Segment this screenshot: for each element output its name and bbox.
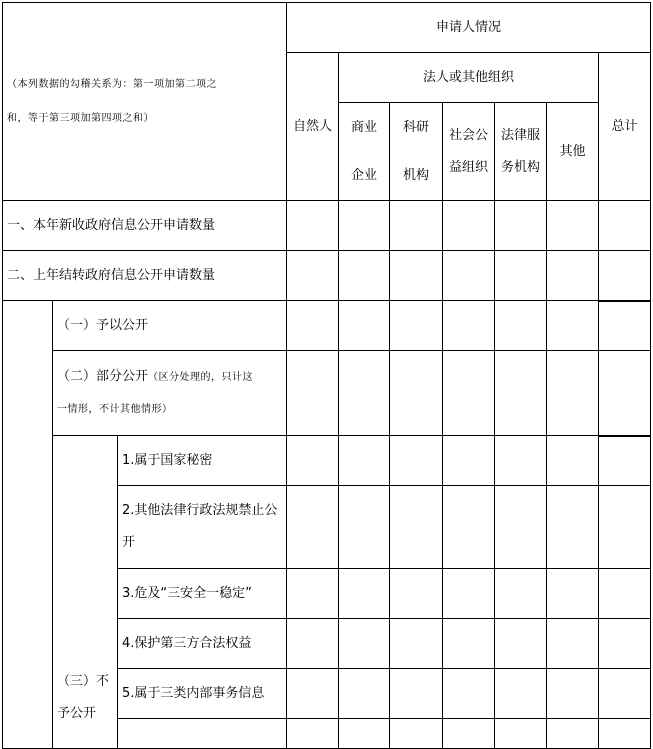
table-cell[interactable] xyxy=(287,669,339,719)
table-cell[interactable] xyxy=(547,251,599,301)
table-cell[interactable] xyxy=(495,569,547,619)
natural-person-header: 自然人 xyxy=(287,53,339,201)
table-cell[interactable] xyxy=(495,436,547,486)
table-cell[interactable] xyxy=(547,351,599,436)
table-cell[interactable] xyxy=(339,619,390,669)
commercial-line-1: 商业 xyxy=(350,119,377,135)
partial-disclose-title: （二）部分公开 xyxy=(57,368,149,384)
other-header: 其他 xyxy=(547,103,599,201)
carried-over-label: 二、上年结转政府信息公开申请数量 xyxy=(3,251,287,301)
table-cell[interactable] xyxy=(390,486,443,569)
table-cell[interactable] xyxy=(599,619,651,669)
table-cell[interactable] xyxy=(287,619,339,669)
table-cell[interactable] xyxy=(547,719,599,749)
table-cell[interactable] xyxy=(547,619,599,669)
table-cell[interactable] xyxy=(599,301,651,351)
table-cell[interactable] xyxy=(599,201,651,251)
information-disclosure-statistics-table xyxy=(2,2,651,749)
social-welfare-org-header xyxy=(443,103,495,201)
table-cell[interactable] xyxy=(390,351,443,436)
table-cell[interactable] xyxy=(495,719,547,749)
table-cell[interactable] xyxy=(287,251,339,301)
table-cell[interactable] xyxy=(599,436,651,486)
law-prohibit-line-1: 2.其他法律行政法规禁止公 xyxy=(122,503,278,518)
table-cell[interactable] xyxy=(443,619,495,669)
table-cell[interactable] xyxy=(495,619,547,669)
table-cell[interactable] xyxy=(339,251,390,301)
research-institution-header xyxy=(390,103,443,201)
new-applications-label: 一、本年新收政府信息公开申请数量 xyxy=(3,201,287,251)
table-cell[interactable] xyxy=(547,436,599,486)
section-three-column xyxy=(3,301,53,749)
table-cell[interactable] xyxy=(443,201,495,251)
statistics-table-wrapper xyxy=(2,2,651,749)
table-cell[interactable] xyxy=(390,719,443,749)
table-cell[interactable] xyxy=(390,569,443,619)
research-line-2: 机构 xyxy=(402,167,429,183)
table-cell[interactable] xyxy=(599,669,651,719)
table-cell[interactable] xyxy=(599,351,651,436)
research-line-1: 科研 xyxy=(402,119,429,135)
table-cell[interactable] xyxy=(287,486,339,569)
table-cell[interactable] xyxy=(547,569,599,619)
table-cell[interactable] xyxy=(547,201,599,251)
table-cell[interactable] xyxy=(599,486,651,569)
commercial-enterprise-header xyxy=(339,103,390,201)
table-cell[interactable] xyxy=(443,436,495,486)
table-cell[interactable] xyxy=(118,719,287,749)
table-cell[interactable] xyxy=(339,351,390,436)
table-cell[interactable] xyxy=(339,201,390,251)
table-cell[interactable] xyxy=(443,486,495,569)
table-cell[interactable] xyxy=(599,251,651,301)
social-welfare-line-2: 益组织 xyxy=(448,159,488,175)
third-party-label: 4.保护第三方合法权益 xyxy=(118,619,287,669)
table-cell[interactable] xyxy=(287,301,339,351)
table-cell[interactable] xyxy=(339,569,390,619)
table-cell[interactable] xyxy=(495,486,547,569)
table-cell[interactable] xyxy=(390,619,443,669)
table-cell[interactable] xyxy=(495,301,547,351)
table-cell[interactable] xyxy=(390,669,443,719)
table-cell[interactable] xyxy=(390,301,443,351)
commercial-line-2: 企业 xyxy=(350,167,377,183)
social-welfare-line-1: 社会公 xyxy=(448,127,488,143)
disclose-label: （一）予以公开 xyxy=(53,301,287,351)
table-cell[interactable] xyxy=(443,301,495,351)
table-cell[interactable] xyxy=(390,251,443,301)
internal-affairs-label: 5.属于三类内部事务信息 xyxy=(118,669,287,719)
applicant-header: 申请人情况 xyxy=(287,3,651,53)
table-cell[interactable] xyxy=(339,301,390,351)
table-cell[interactable] xyxy=(287,569,339,619)
partial-disclose-note-2: 一情形，不计其他情形） xyxy=(57,403,173,415)
note-line-2: 和，等于第三项加第四项之和） xyxy=(7,112,154,124)
legal-service-line-1: 法律服 xyxy=(500,127,540,143)
table-cell[interactable] xyxy=(547,486,599,569)
table-cell[interactable] xyxy=(287,719,339,749)
partial-disclose-label xyxy=(53,351,287,436)
table-cell[interactable] xyxy=(547,301,599,351)
table-cell[interactable] xyxy=(547,669,599,719)
table-cell[interactable] xyxy=(443,719,495,749)
table-cell[interactable] xyxy=(495,201,547,251)
table-cell[interactable] xyxy=(443,351,495,436)
legal-persons-header: 法人或其他组织 xyxy=(339,53,599,103)
table-cell[interactable] xyxy=(287,436,339,486)
note-line-1: （本列数据的勾稽关系为：第一项加第二项之 xyxy=(7,78,217,90)
table-cell[interactable] xyxy=(599,569,651,619)
table-cell[interactable] xyxy=(495,351,547,436)
table-cell[interactable] xyxy=(287,351,339,436)
table-cell[interactable] xyxy=(339,436,390,486)
table-cell[interactable] xyxy=(390,201,443,251)
three-safety-label: 3.危及“三安全一稳定” xyxy=(118,569,287,619)
table-cell[interactable] xyxy=(443,251,495,301)
legal-service-line-2: 务机构 xyxy=(500,159,540,175)
table-cell[interactable] xyxy=(390,436,443,486)
state-secret-label: 1.属于国家秘密 xyxy=(118,436,287,486)
table-cell[interactable] xyxy=(443,569,495,619)
not-disclose-line-1: （三）不 xyxy=(57,674,110,689)
table-cell[interactable] xyxy=(443,669,495,719)
table-cell[interactable] xyxy=(287,201,339,251)
partial-disclose-note-1: （区分处理的，只计这 xyxy=(148,371,254,383)
legal-service-org-header xyxy=(495,103,547,201)
table-cell[interactable] xyxy=(339,719,390,749)
table-cell[interactable] xyxy=(599,719,651,749)
table-cell[interactable] xyxy=(495,251,547,301)
law-prohibit-line-2: 开 xyxy=(122,535,136,550)
not-disclose-label xyxy=(53,436,118,749)
total-header: 总计 xyxy=(599,53,651,201)
table-cell[interactable] xyxy=(339,669,390,719)
table-cell[interactable] xyxy=(339,486,390,569)
not-disclose-line-2: 予公开 xyxy=(57,706,97,721)
table-cell[interactable] xyxy=(495,669,547,719)
law-prohibit-label xyxy=(118,486,287,569)
note-cell xyxy=(3,3,287,201)
